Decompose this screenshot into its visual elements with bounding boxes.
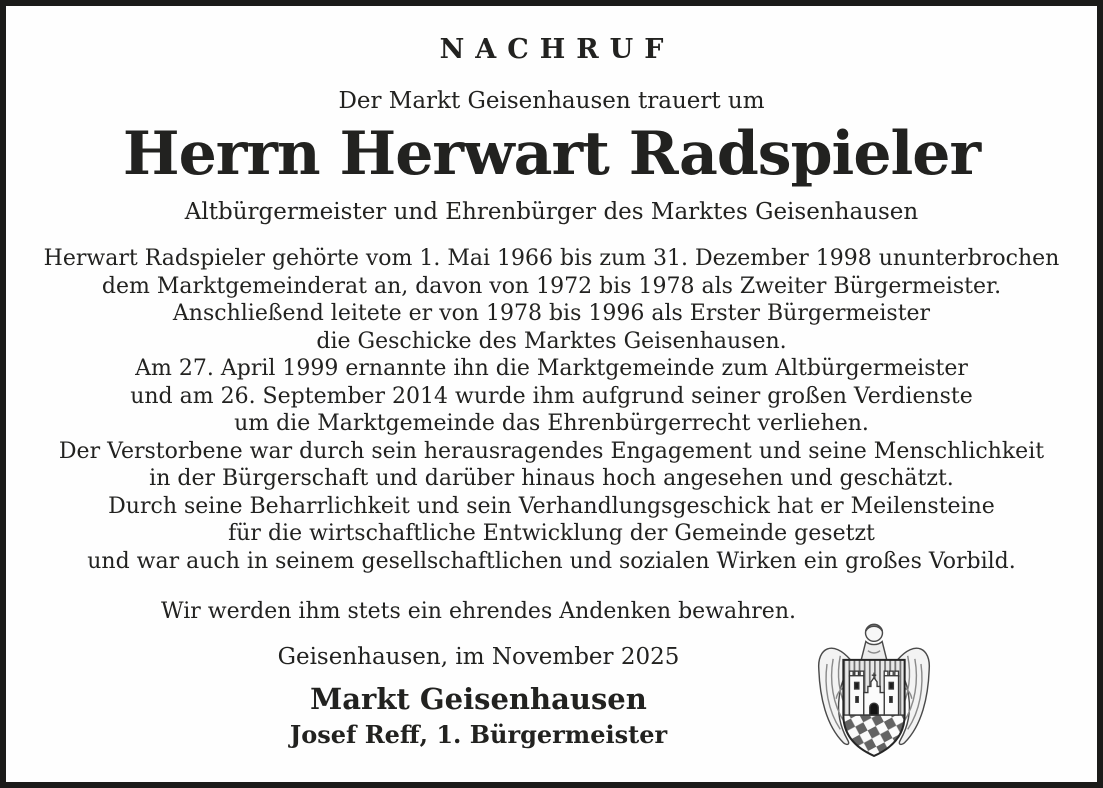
body-line: um die Marktgemeinde das Ehrenbürgerrecht verliehen. [234,411,869,437]
body-line: Durch seine Beharrlichkeit und sein Verhandlungsgeschick hat er Meilensteine [108,493,995,519]
shield [843,660,904,760]
signature-org: Markt Geisenhausen [310,682,647,717]
body-line: dem Marktgemeinderat an, davon von 1972 bis 1978 als Zweiter Bürgermeister. [101,273,1002,299]
body-line: Herwart Radspieler gehörte vom 1. Mai 1966 bis zum 31. Dezember 1998 ununterbrochen [43,246,1060,272]
deceased-title: Altbürgermeister und Ehrenbürger des Marktes Geisenhausen [184,198,919,225]
remembrance-line: Wir werden ihm stets ein ehrendes Andenken bewahren. [161,599,796,625]
body-line: in der Bürgerschaft und darüber hinaus hoch angesehen und geschätzt. [149,466,954,492]
angel-figure [861,624,888,662]
closing-block [6,599,951,749]
body-line: für die wirtschaftliche Entwicklung der Gemeinde gesetzt [228,521,875,547]
body-line: und war auch in seinem gesellschaftlichen und sozialen Wirken ein großes Vorbild. [87,548,1016,574]
geisenhausen-crest-icon [812,617,936,760]
intro-line: Der Markt Geisenhausen trauert um [338,87,765,114]
nachruf-heading: NACHRUF [439,34,675,65]
body-line: Anschließend leitete er von 1978 bis 1996 als Erster Bürgermeister [172,301,931,327]
body-line: und am 26. September 2014 wurde ihm aufgrund seiner großen Verdienste [130,383,973,409]
body-line: Der Verstorbene war durch sein herausragendes Engagement und seine Menschlichkeit [58,438,1045,464]
body-line: die Geschicke des Marktes Geisenhausen. [316,328,787,354]
signature-person: Josef Reff, 1. Bürgermeister [289,720,668,750]
obituary-body [6,245,1097,575]
dateline: Geisenhausen, im November 2025 [277,643,680,670]
body-line: Am 27. April 1999 ernannte ihn die Marktgemeinde zum Altbürgermeister [135,356,968,382]
deceased-name: Herrn Herwart Radspieler [122,119,981,190]
